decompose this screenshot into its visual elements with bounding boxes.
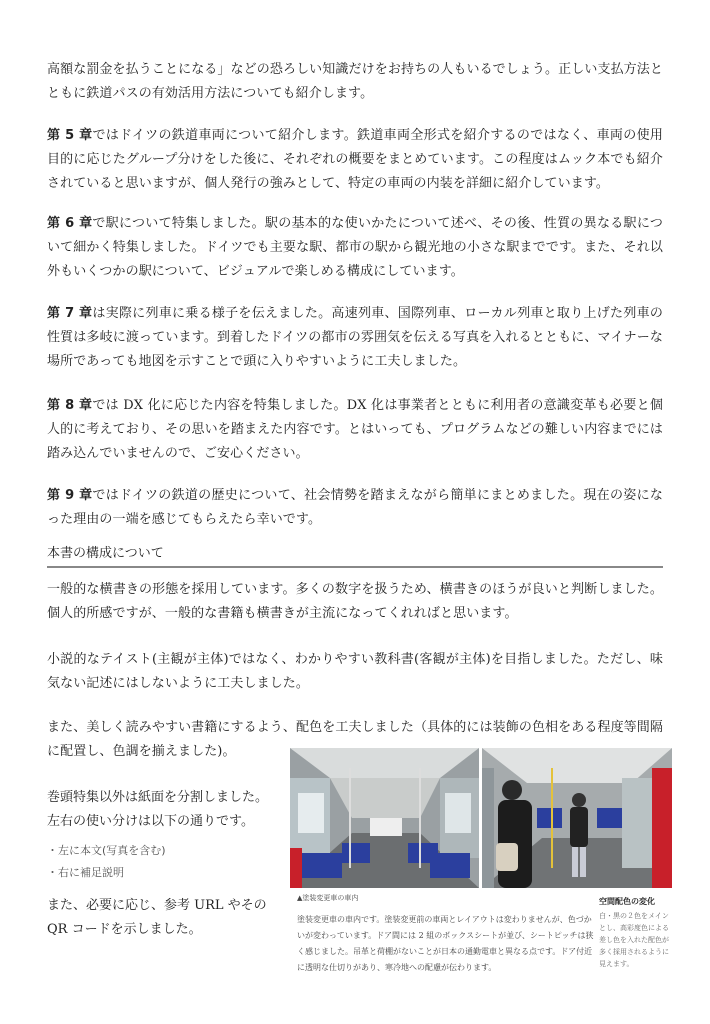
chapter-text: で駅について特集しました。駅の基本的な使いかたについて述べ、その後、性質の異なる駅について細かく特集しました。ドイツでも主要な駅、都市の駅から観光地の小さな駅までです。また、それ以外もいくつかの駅について、ビジュアルで楽しめる構成にしています。 — [47, 216, 663, 279]
chapter-label: 第 5 章 — [47, 128, 93, 143]
bullet-right-supplement: ・右に補足説明 — [47, 866, 124, 879]
chapter-text: ではドイツの鉄道の歴史について、社会情勢を踏まえながら簡単にまとめました。現在の姿になった理由の一端を感じてもらえたら幸いです。 — [47, 488, 663, 527]
chapter-9-paragraph — [47, 484, 663, 532]
color-paragraph: また、美しく読みやすい書籍にするよう、配色を工夫しました（具体的には装飾の色相をある程度等間隔に配置し、色調を揃えました)。 — [47, 720, 663, 759]
chapter-6-paragraph — [47, 212, 663, 284]
photo-caption: ▲塗装変更車の車内 — [297, 894, 359, 902]
chapter-text: ではドイツの鉄道車両について紹介します。鉄道車両全形式を紹介するのではなく、車両の使用目的に応じたグループ分けをした後に、それぞれの概要をまとめています。この程度はムック本でも紹介されていると思いますが、個人発行の強みとして、特定の車両の内装を詳細に紹介しています。 — [47, 128, 663, 191]
train-passengers-photo — [482, 748, 672, 888]
side-note-text: 白・黒の２色をメインとし、高彩度色による差し色を入れた配色が多く採用されるように見えます。 — [599, 912, 669, 968]
format-paragraph: 一般的な横書きの形態を採用しています。多くの数字を扱うため、横書きのほうが良いと判断しました。個人的所感ですが、一般的な書籍も横書きが主流になってくれればと思います。 — [47, 582, 663, 621]
chapter-label: 第 8 章 — [47, 398, 93, 413]
intro-paragraph-end: 高額な罰金を払うことになる」などの恐ろしい知識だけをお持ちの人もいるでしょう。正しい支払方法とともに鉄道パスの有効活用方法についても紹介します。 — [47, 62, 663, 101]
chapter-7-paragraph — [47, 302, 663, 374]
side-note-title: 空間配色の変化 — [599, 897, 655, 906]
photo-description: 塗装変更車の車内です。塗装変更前の車両とレイアウトは変わりませんが、色づかいが変わっています。ドア間には 2 組のボックスシートが並び、シートピッチは狭く感じました。吊革と荷棚がないことが日本の通勤電車と異なる点です。ドア付近に透明な仕切りがあり、寒冷地への配慮が伝わります。 — [297, 915, 594, 972]
reference-paragraph: また、必要に応じ、参考 URL やその QR コードを示しました。 — [47, 898, 267, 937]
chapter-text: は実際に列車に乗る様子を伝えました。高速列車、国際列車、ローカル列車と取り上げた列車の性質は多岐に渡っています。到着したドイツの都市の雰囲気を伝える写真を入れるとともに、マイナーな場所であっても地図を示すことで頭に入りやすいように工夫しました。 — [47, 306, 663, 369]
chapter-label: 第 9 章 — [47, 488, 93, 503]
train-interior-photo — [290, 748, 479, 888]
chapter-label: 第 7 章 — [47, 306, 93, 321]
split-layout-paragraph: 巻頭特集以外は紙面を分割しました。左右の使い分けは以下の通りです。 — [47, 790, 269, 829]
tone-paragraph: 小説的なテイスト(主観が主体)ではなく、わかりやすい教科書(客観が主体)を目指しました。ただし、味気ない記述にはしないように工夫しました。 — [47, 652, 663, 691]
chapter-5-paragraph — [47, 124, 663, 196]
section-heading: 本書の構成について — [47, 544, 663, 568]
chapter-text: では DX 化に応じた内容を特集しました。DX 化は事業者とともに利用者の意識変革も必要と個人的に考えており、その思いを踏まえた内容です。とはいっても、プログラムなどの難しい内容までには踏み込んでいませんので、ご安心ください。 — [47, 398, 663, 461]
chapter-8-paragraph — [47, 394, 663, 466]
chapter-label: 第 6 章 — [47, 216, 93, 231]
bullet-left-main-text: ・左に本文(写真を含む) — [47, 844, 166, 857]
